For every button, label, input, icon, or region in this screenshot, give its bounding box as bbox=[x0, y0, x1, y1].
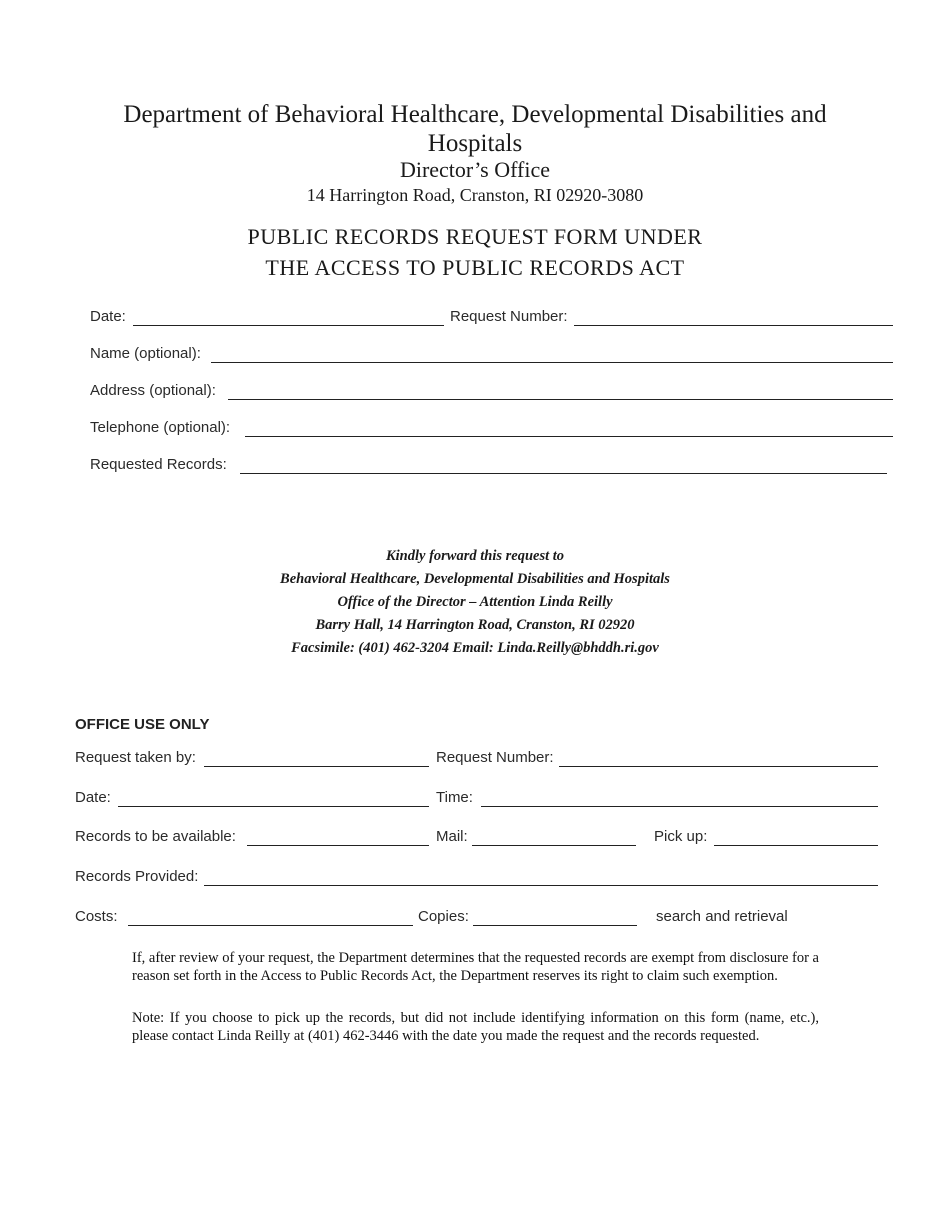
name-label: Name (optional): bbox=[90, 345, 201, 362]
requested-records-label: Requested Records: bbox=[90, 456, 227, 473]
forward-line5: Facsimile: (401) 462-3204 Email: Linda.Reilly@bhddh.ri.gov bbox=[291, 640, 659, 656]
office-request-number-field[interactable] bbox=[559, 766, 878, 767]
exemption-note: If, after review of your request, the Department determines that the requested records are exempt from disclosure for a reason set forth in the Access to Public Records Act, the Department reserves its right to claim such exemption. bbox=[132, 950, 819, 984]
copies-field[interactable] bbox=[473, 925, 637, 926]
forward-line4: Barry Hall, 14 Harrington Road, Cranston, RI 02920 bbox=[315, 617, 635, 633]
mail-field[interactable] bbox=[472, 845, 636, 846]
telephone-label: Telephone (optional): bbox=[90, 419, 231, 436]
records-available-label: Records to be available: bbox=[75, 828, 236, 845]
records-provided-label: Records Provided: bbox=[75, 868, 199, 885]
request-number-label: Request Number: bbox=[450, 308, 568, 325]
request-number-field[interactable] bbox=[574, 325, 893, 326]
office-date-field[interactable] bbox=[118, 806, 429, 807]
forward-line2: Behavioral Healthcare, Developmental Disabilities and Hospitals bbox=[280, 571, 670, 587]
office-name: Director’s Office bbox=[399, 157, 551, 182]
department-name-line2: Hospitals bbox=[427, 130, 523, 157]
copies-label: Copies: bbox=[418, 908, 469, 925]
name-field[interactable] bbox=[211, 362, 893, 363]
costs-label: Costs: bbox=[75, 908, 118, 925]
address-field[interactable] bbox=[228, 399, 893, 400]
form-title-line2: THE ACCESS TO PUBLIC RECORDS ACT bbox=[265, 255, 685, 280]
date-label: Date: bbox=[90, 308, 126, 325]
request-taken-by-field[interactable] bbox=[204, 766, 429, 767]
form-title-line1: PUBLIC RECORDS REQUEST FORM UNDER bbox=[247, 224, 703, 249]
pick-up-label: Pick up: bbox=[654, 828, 708, 845]
office-use-heading: OFFICE USE ONLY bbox=[75, 716, 210, 733]
mail-label: Mail: bbox=[436, 828, 468, 845]
forward-line1: Kindly forward this request to bbox=[385, 548, 565, 564]
address-label: Address (optional): bbox=[90, 382, 216, 399]
date-field[interactable] bbox=[133, 325, 444, 326]
pick-up-field[interactable] bbox=[714, 845, 878, 846]
records-available-field[interactable] bbox=[247, 845, 429, 846]
office-date-label: Date: bbox=[75, 789, 111, 806]
office-address: 14 Harrington Road, Cranston, RI 02920-3080 bbox=[306, 185, 644, 205]
telephone-field[interactable] bbox=[245, 436, 893, 437]
time-field[interactable] bbox=[481, 806, 878, 807]
requested-records-field[interactable] bbox=[240, 473, 887, 474]
forward-line3: Office of the Director – Attention Linda Reilly bbox=[337, 594, 613, 610]
search-retrieval-label: search and retrieval bbox=[656, 908, 788, 925]
records-provided-field[interactable] bbox=[204, 885, 878, 886]
request-taken-by-label: Request taken by: bbox=[75, 749, 196, 766]
costs-field[interactable] bbox=[128, 925, 413, 926]
office-request-number-label: Request Number: bbox=[436, 749, 554, 766]
time-label: Time: bbox=[436, 789, 473, 806]
pickup-note: Note: If you choose to pick up the records, but did not include identifying information on this form (name, etc.), please contact Linda Reilly at (401) 462-3446 with the date you made the request and the records requested. bbox=[132, 1010, 819, 1044]
department-name-line1: Department of Behavioral Healthcare, Developmental Disabilities and bbox=[123, 101, 827, 128]
